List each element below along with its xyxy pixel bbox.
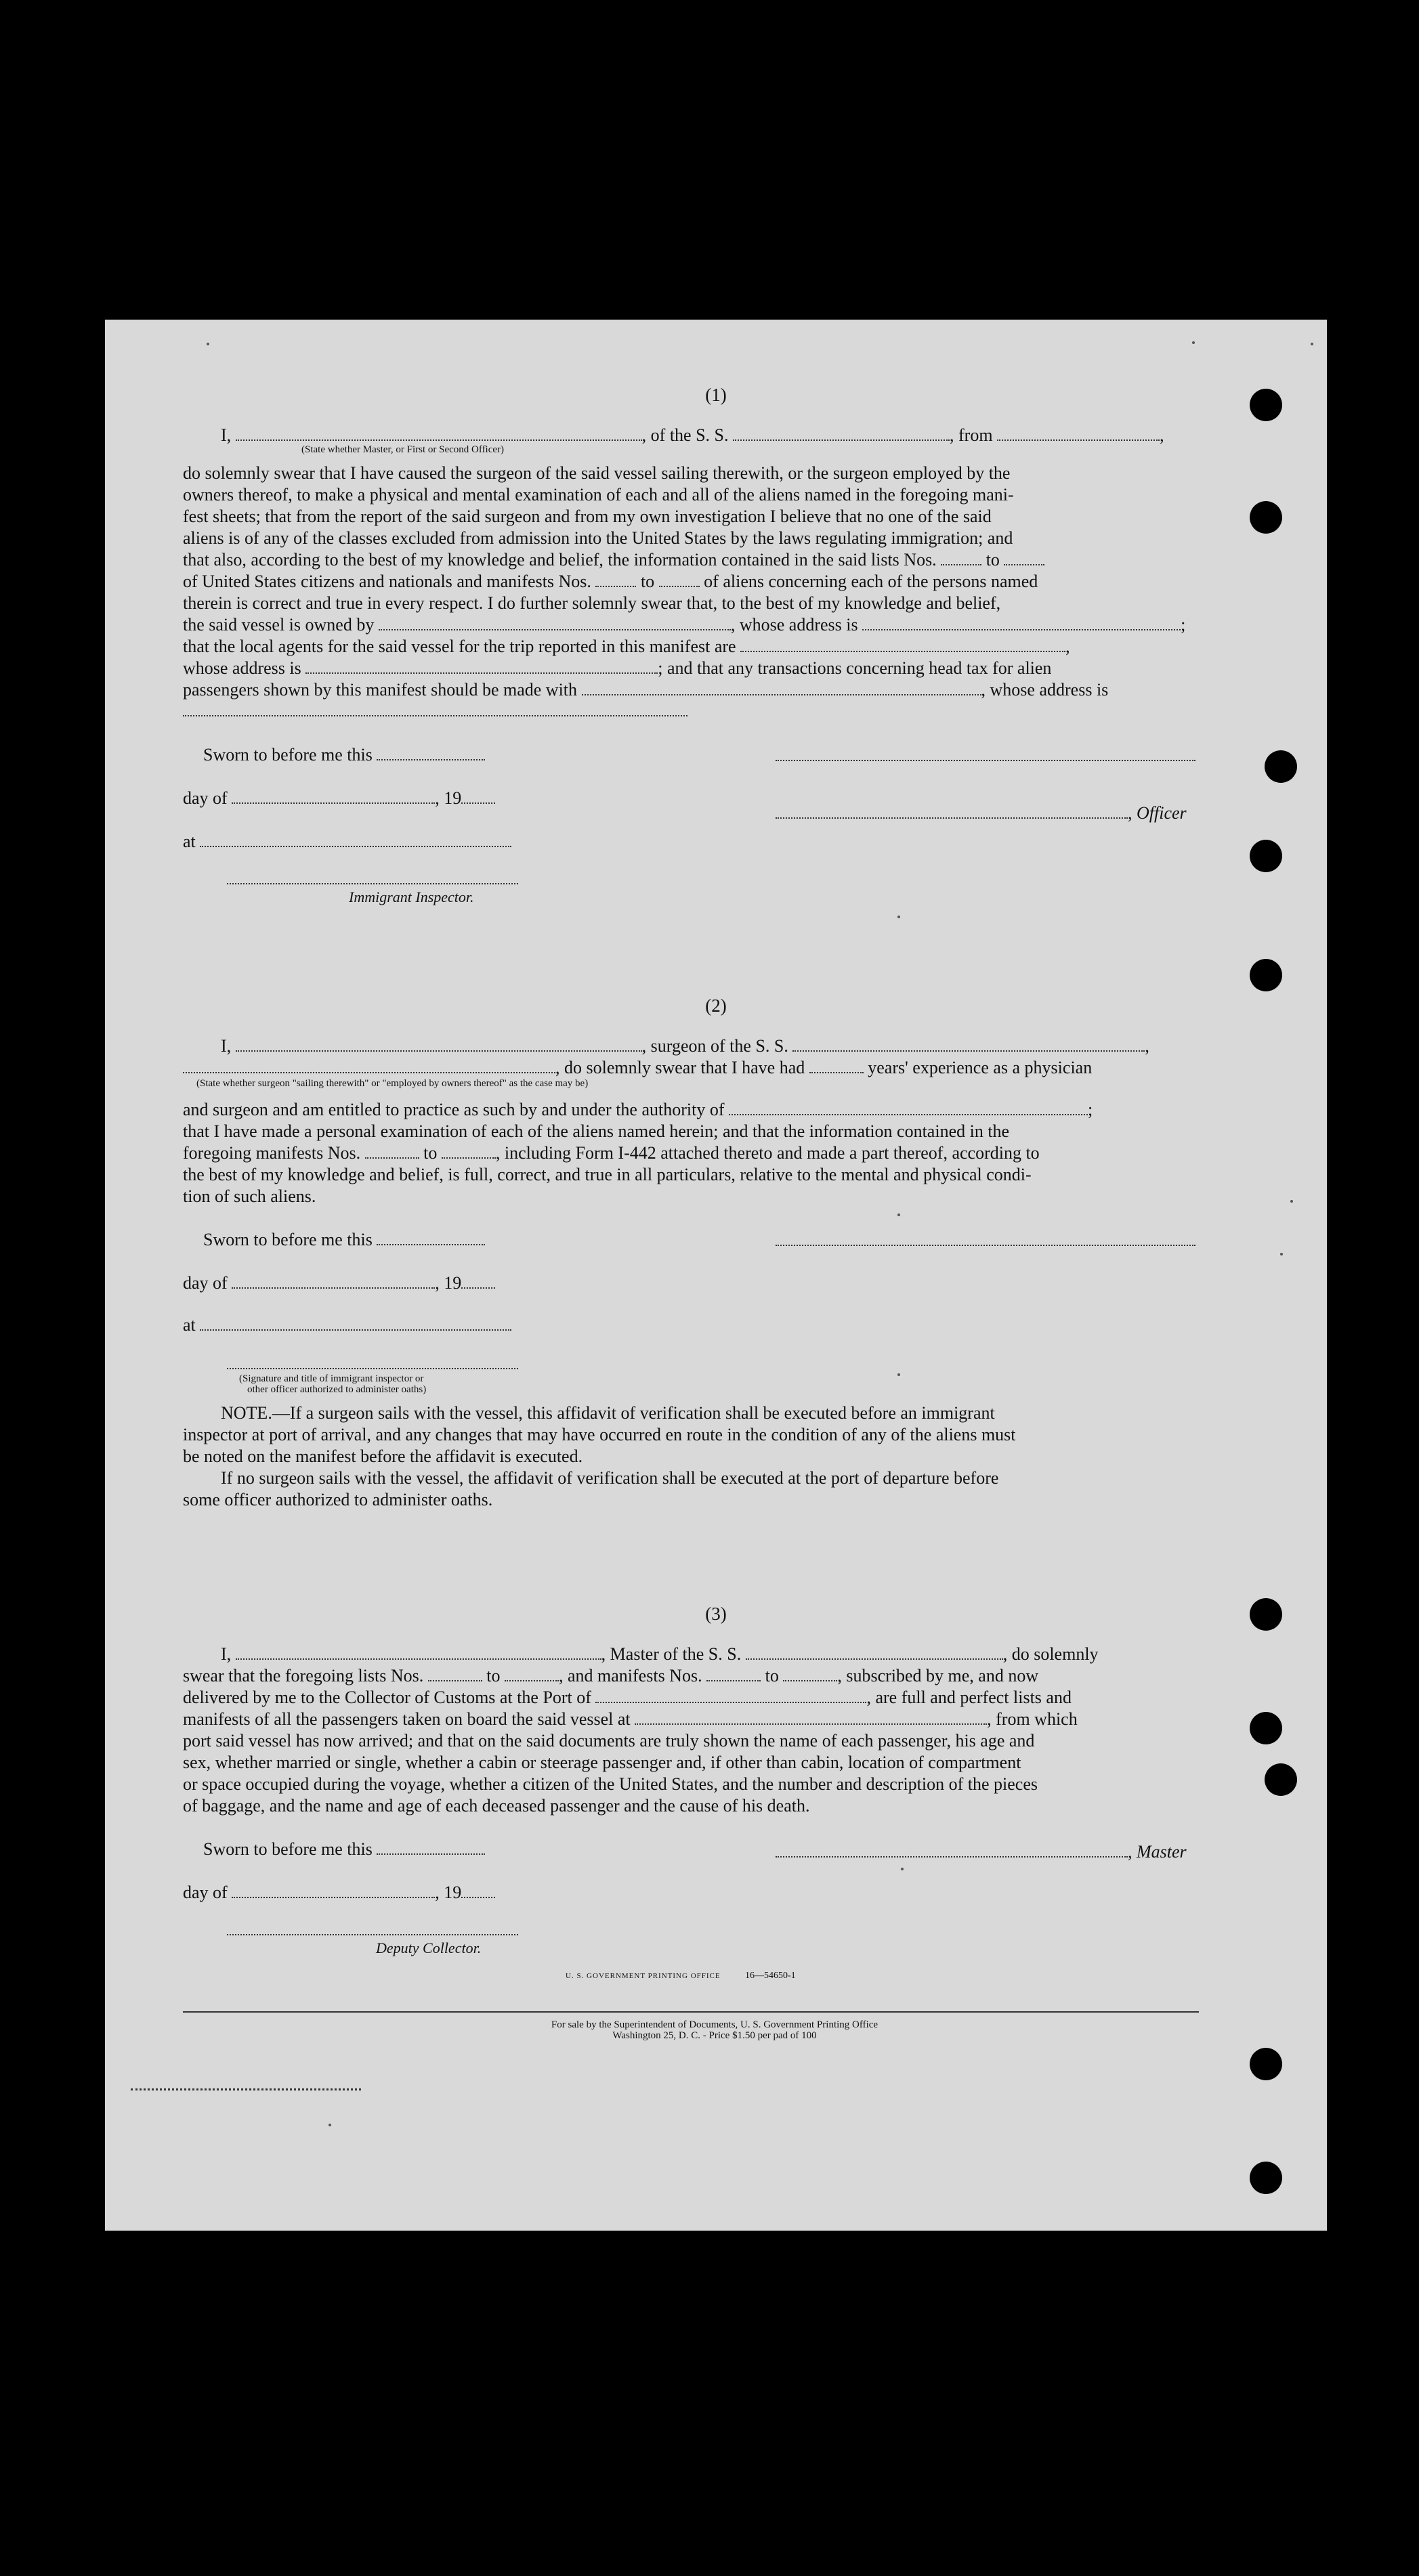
field-hint: (State whether surgeon "sailing therewith" or "employed by owners thereof" as the case may be) [196,1078,589,1089]
port-blank[interactable] [595,1688,866,1703]
body-line: owners thereof, to make a physical and mental examination of each and all of the aliens named in the foregoing mani- [183,485,1014,505]
binder-hole [1250,840,1282,872]
binder-hole [1265,1763,1297,1796]
day-line: day of , 19 [183,788,495,809]
scan-speck [1280,1253,1283,1255]
sworn-day-blank[interactable] [377,1230,485,1245]
from-blank[interactable] [997,426,1160,441]
day-line: day of , 19 [183,1883,495,1903]
body-line: foregoing manifests Nos. to , including Form I-442 attached thereto and made a part thereof, according to [183,1143,1040,1163]
note-line: inspector at port of arrival, and any changes that may have occurred en route in the condition of any of the aliens must [183,1425,1016,1444]
vessel-blank[interactable] [746,1645,1003,1660]
month-blank[interactable] [232,789,435,804]
form-page [105,320,1327,2231]
body-line: the best of my knowledge and belief, is full, correct, and true in all particulars, relative to the mental and physical condi- [183,1165,1032,1184]
footer-rule [183,2011,1199,2013]
binder-hole [1250,959,1282,991]
body-line: manifests of all the passengers taken on board the said vessel at , from which [183,1709,1078,1729]
body-line: passengers shown by this manifest should be made with , whose address is [183,680,1109,700]
stray-dotted-mark [131,2088,361,2090]
surgeon-signature-blank[interactable] [776,1245,1195,1246]
manifest-no-blank[interactable] [365,1144,419,1159]
vessel-blank[interactable] [792,1037,1145,1052]
binder-hole [1250,2162,1282,2194]
body-line: that I have made a personal examination of each of the aliens named herein; and that the information contained in the [183,1121,1010,1141]
body-line: of United States citizens and nationals and manifests Nos. to of aliens concerning each of the persons named [183,572,1038,591]
inspector-signature-blank[interactable] [227,1368,518,1369]
note-line: If no surgeon sails with the vessel, the affidavit of verification shall be executed at the port of departure before [221,1468,999,1488]
binder-hole [1250,2048,1282,2080]
scan-speck [329,2124,331,2126]
oath-line: I, , Master of the S. S. , do solemnly [221,1644,1099,1664]
manifest-no-blank[interactable] [442,1144,496,1159]
body-line: and surgeon and am entitled to practice as such by and under the authority of ; [183,1100,1093,1119]
departure-port-blank[interactable] [635,1710,987,1725]
scan-speck [897,916,900,918]
year-blank[interactable] [461,1883,495,1898]
signature-blank[interactable] [776,760,1195,761]
owner-blank[interactable] [379,616,731,630]
section-number: (3) [705,1604,727,1624]
gpo-imprint: U. S. GOVERNMENT PRINTING OFFICE [566,1972,721,1980]
month-blank[interactable] [232,1274,435,1289]
manifest-no-blank[interactable] [783,1667,837,1681]
body-line: that also, according to the best of my knowledge and belief, the information contained in the said lists Nos. to [183,550,1044,570]
sworn-line: Sworn to before me this [203,745,485,765]
collector-caption: Deputy Collector. [376,1939,482,1956]
binder-hole [1250,501,1282,534]
place-blank[interactable] [200,832,511,847]
sworn-day-blank[interactable] [377,746,485,760]
body-line: do solemnly swear that I have caused the surgeon of the said vessel sailing therewith, or the surgeon employed by the [183,463,1011,483]
vessel-blank[interactable] [733,426,950,441]
name-blank[interactable] [236,426,642,441]
body-line: sex, whether married or single, whether a cabin or steerage passenger and, if other than cabin, location of compartment [183,1753,1021,1772]
sale-notice: Washington 25, D. C. - Price $1.50 per pad of 100 [612,2030,817,2041]
year-blank[interactable] [461,789,495,804]
scan-speck [207,343,209,345]
scan-speck [1311,343,1313,345]
note-line: some officer authorized to administer oaths. [183,1490,493,1509]
manifest-no-blank[interactable] [706,1667,761,1681]
body-line: fest sheets; that from the report of the said surgeon and from my own investigation I believe that no one of the said [183,507,992,526]
officer-signature-blank[interactable] [776,804,1128,819]
body-line: tion of such aliens. [183,1186,316,1206]
manifest-no-blank[interactable] [659,572,700,587]
scan-speck [901,1868,904,1870]
year-blank[interactable] [461,1274,495,1289]
body-line: swear that the foregoing lists Nos. to , and manifests Nos. to , subscribed by me, and now [183,1666,1039,1686]
scan-speck [1290,1200,1293,1203]
owner-address-blank[interactable] [862,616,1181,630]
master-signature-blank[interactable] [776,1843,1128,1858]
field-hint: (State whether Master, or First or Second Officer) [301,444,505,455]
scan-speck [897,1214,900,1216]
agents-blank[interactable] [740,637,1065,652]
oath-line: I, , surgeon of the S. S. , [221,1036,1149,1056]
section-number: (2) [705,995,727,1016]
body-line: delivered by me to the Collector of Customs at the Port of , are full and perfect lists and [183,1688,1072,1707]
scan-speck [1192,341,1195,344]
surgeon-status-blank[interactable] [183,1058,555,1073]
oath-line: , do solemnly swear that I have had years' experience as a physician [183,1058,1092,1078]
years-blank[interactable] [809,1058,864,1073]
binder-hole [1265,750,1297,783]
binder-hole [1250,1712,1282,1744]
body-line: that the local agents for the said vessel for the trip reported in this manifest are , [183,637,1070,656]
manifest-no-blank[interactable] [595,572,636,587]
body-line: port said vessel has now arrived; and that on the said documents are truly shown the name of each passenger, his age and [183,1731,1035,1751]
body-line: or space occupied during the voyage, whether a citizen of the United States, and the number and description of the pieces [183,1774,1038,1794]
body-line: the said vessel is owned by , whose address is ; [183,615,1186,635]
list-no-blank[interactable] [428,1667,482,1681]
head-tax-blank[interactable] [582,681,981,695]
at-line: at [183,1315,511,1335]
sale-notice: For sale by the Superintendent of Documents, U. S. Government Printing Office [551,2019,878,2030]
scan-speck [897,1373,900,1376]
collector-signature-blank[interactable] [227,1934,518,1935]
address-blank[interactable] [183,715,687,716]
signature-caption: (Signature and title of immigrant inspector or [239,1373,424,1384]
body-line: of baggage, and the name and age of each deceased passenger and the cause of his death. [183,1796,810,1816]
master-line: , Master [776,1842,1187,1862]
master-name-blank[interactable] [236,1645,601,1660]
list-no-blank[interactable] [1004,551,1044,565]
oath-line: I, , of the S. S. , from , [221,425,1164,445]
sworn-day-blank[interactable] [377,1840,485,1855]
day-line: day of , 19 [183,1273,495,1293]
body-line: aliens is of any of the classes excluded from admission into the United States by the laws regulating immigration; and [183,528,1013,548]
inspector-signature-blank[interactable] [227,883,518,884]
signature-caption: other officer authorized to administer oaths) [247,1384,427,1395]
officer-line: , Officer [776,803,1187,823]
at-line: at [183,832,511,852]
sworn-line: Sworn to before me this [203,1839,485,1860]
body-line: therein is correct and true in every respect. I do further solemnly swear that, to the best of my knowledge and belief, [183,593,1001,613]
note-line: be noted on the manifest before the affidavit is executed. [183,1446,583,1466]
sworn-line: Sworn to before me this [203,1230,485,1250]
list-no-blank[interactable] [505,1667,559,1681]
section-number: (1) [705,385,727,405]
authority-blank[interactable] [729,1100,1088,1115]
surgeon-name-blank[interactable] [236,1037,642,1052]
month-blank[interactable] [232,1883,435,1898]
form-number: 16—54650-1 [745,1971,796,1981]
body-line: whose address is ; and that any transactions concerning head tax for alien [183,658,1052,678]
note-line: NOTE.—If a surgeon sails with the vessel, this affidavit of verification shall be executed before an immigrant [221,1403,995,1423]
place-blank[interactable] [200,1316,511,1331]
agents-address-blank[interactable] [305,659,658,674]
list-no-blank[interactable] [941,551,981,565]
inspector-caption: Immigrant Inspector. [349,888,474,905]
